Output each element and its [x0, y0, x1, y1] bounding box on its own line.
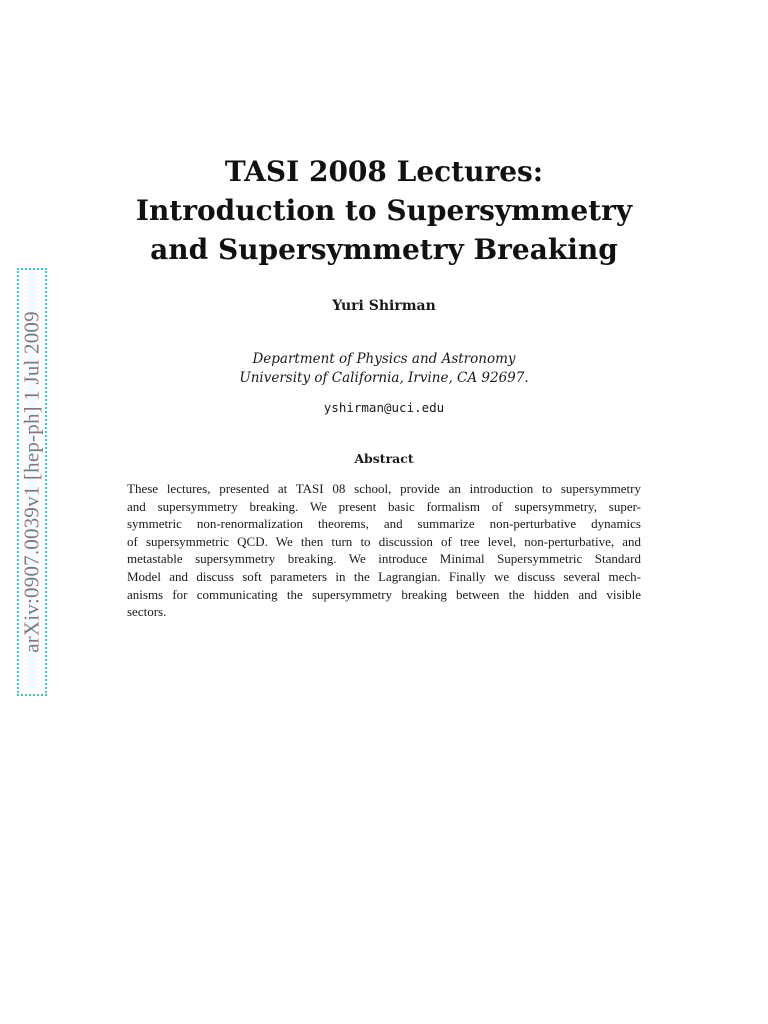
- abstract-body: [127, 480, 641, 621]
- paper-title: [0, 152, 768, 269]
- abstract-heading: Abstract: [354, 451, 414, 466]
- affiliation-department: Department of Physics and Astronomy: [252, 351, 516, 367]
- arxiv-identifier-text: arXiv:0907.0039v1 [hep-ph] 1 Jul 2009: [19, 311, 44, 653]
- abstract-line: metastable supersymmetry breaking. We introduce Minimal Supersymmetric Standard: [127, 551, 641, 567]
- author-name: Yuri Shirman: [332, 298, 436, 314]
- title-line-3: and Supersymmetry Breaking: [150, 233, 618, 266]
- affiliation-university: University of California, Irvine, CA 92697.: [239, 370, 529, 386]
- abstract-line: symmetric non-renormalization theorems, and summarize non-perturbative dynamics: [127, 516, 641, 532]
- author-email[interactable]: yshirman@uci.edu: [323, 400, 445, 415]
- author-affiliation: [0, 350, 768, 388]
- arxiv-identifier-stamp[interactable]: [17, 268, 47, 696]
- abstract-line: and supersymmetry breaking. We present basic formalism of supersymmetry, super-: [127, 498, 641, 514]
- abstract-line: Model and discuss soft parameters in the Lagrangian. Finally we discuss several mech-: [127, 568, 641, 584]
- abstract-line: anisms for communicating the supersymmetry breaking between the hidden and visible: [127, 586, 641, 602]
- abstract-line: of supersymmetric QCD. We then turn to discussion of tree level, non-perturbative, and: [127, 533, 641, 549]
- abstract-line: These lectures, presented at TASI 08 school, provide an introduction to supersymmetry: [127, 481, 641, 496]
- abstract-line: sectors.: [127, 604, 167, 620]
- title-line-1: TASI 2008 Lectures:: [224, 155, 544, 188]
- title-line-2: Introduction to Supersymmetry: [135, 194, 633, 227]
